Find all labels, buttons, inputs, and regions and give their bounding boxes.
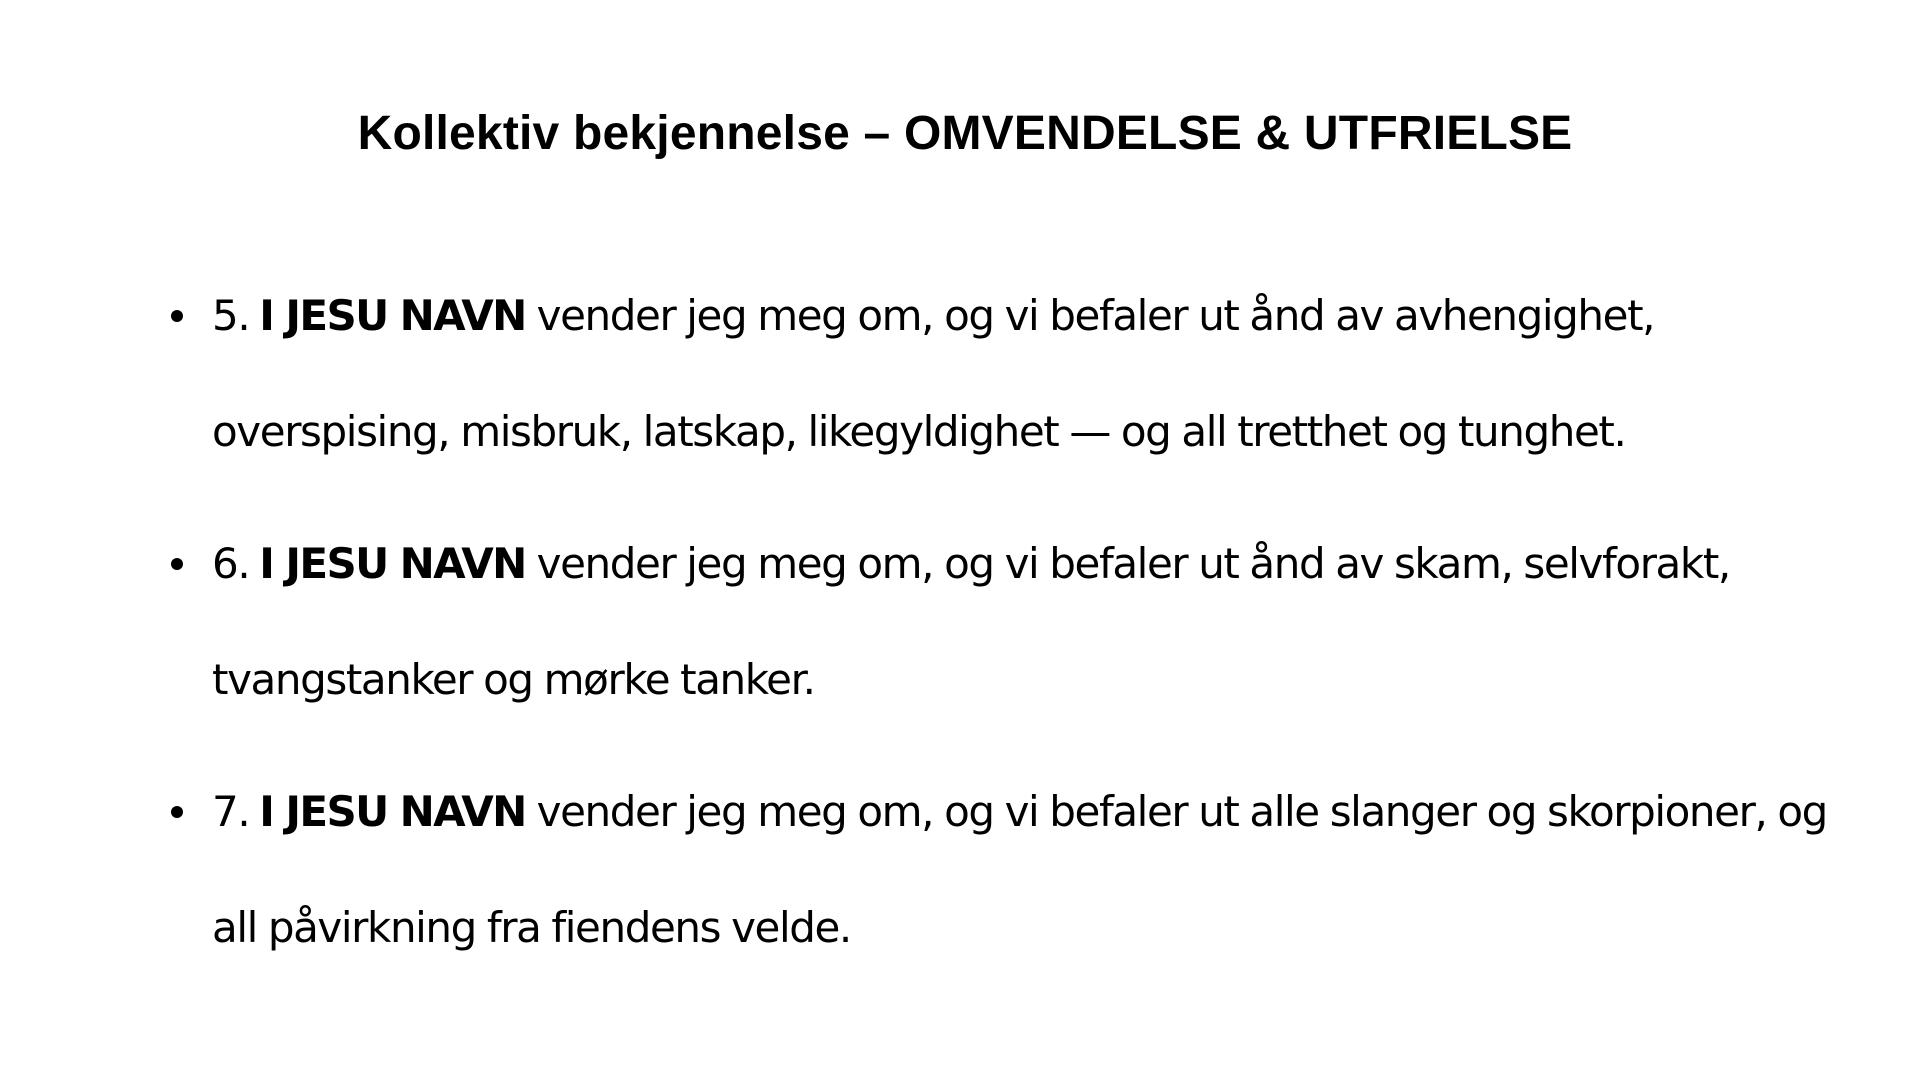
- item-number: 6.: [212, 539, 250, 588]
- bullet-item-7: [212, 754, 1852, 986]
- bullet-item-6: [212, 506, 1852, 738]
- item-number: 7.: [212, 787, 250, 836]
- bullet-item-5: [212, 258, 1852, 490]
- item-text: vender jeg meg om, og vi befaler ut ånd av avhengighet, overspising, misbruk, latskap, likegyldighet — og all tretthet og tunghet.: [212, 291, 1655, 456]
- item-text: vender jeg meg om, og vi befaler ut alle slanger og skorpioner, og all påvirkning fra fiendens velde.: [212, 787, 1827, 952]
- item-number: 5.: [212, 291, 250, 340]
- bullet-dot-icon: [171, 310, 183, 322]
- bullet-dot-icon: [171, 558, 183, 570]
- item-emphasis: I JESU NAVN: [259, 787, 526, 836]
- bullet-dot-icon: [171, 806, 183, 818]
- slide-title: Kollektiv bekjennelse – OMVENDELSE & UTFRIELSE: [357, 107, 1573, 160]
- item-text: vender jeg meg om, og vi befaler ut ånd av skam, selvforakt, tvangstanker og mørke tanker.: [212, 539, 1730, 704]
- item-emphasis: I JESU NAVN: [259, 539, 526, 588]
- item-emphasis: I JESU NAVN: [259, 291, 526, 340]
